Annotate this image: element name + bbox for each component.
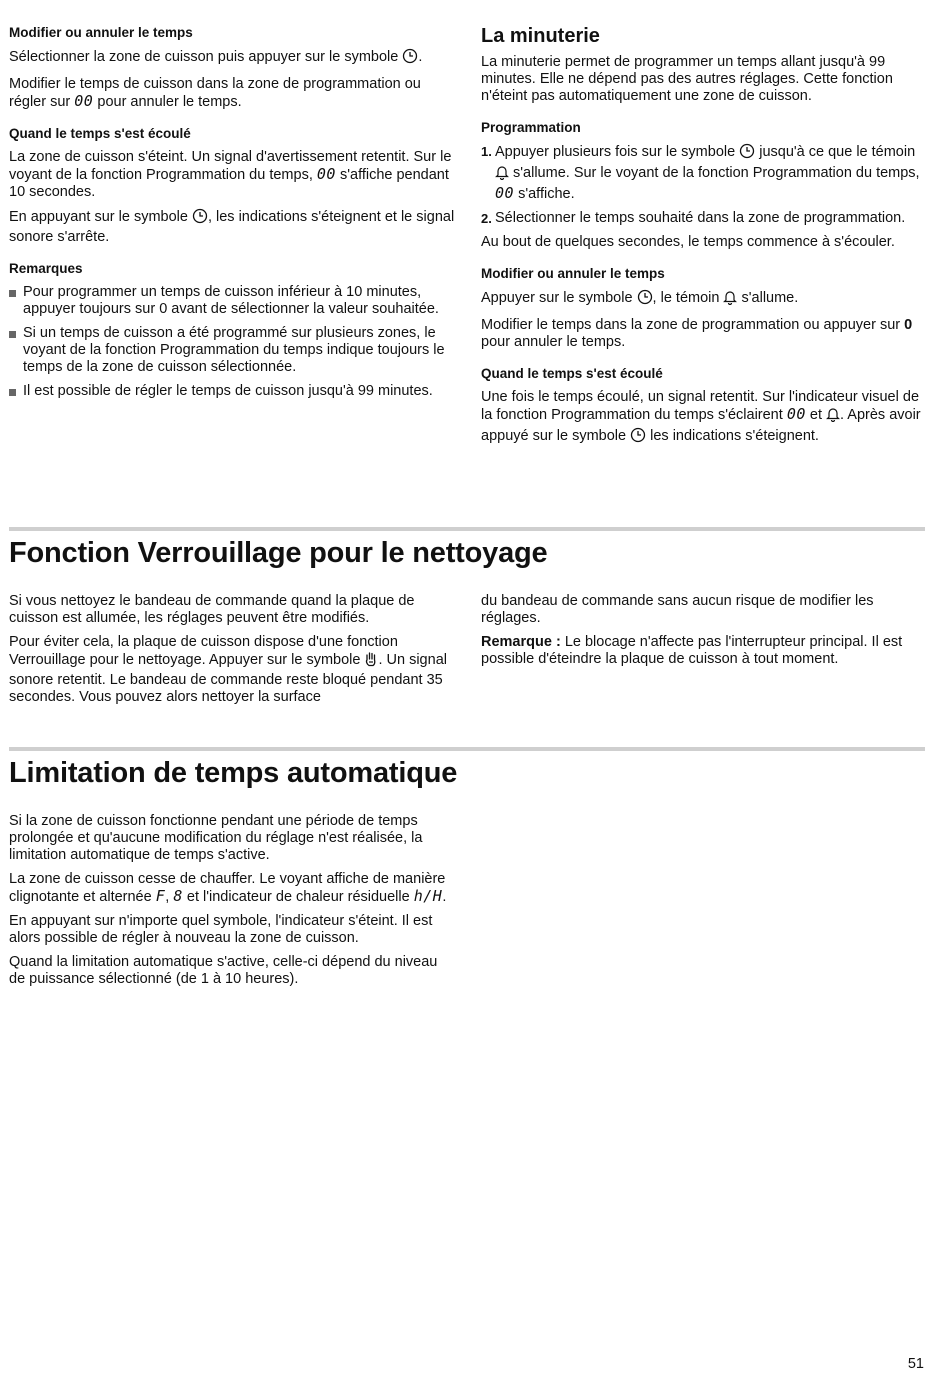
bell-icon bbox=[826, 406, 840, 427]
paragraph bbox=[9, 76, 457, 111]
text: s'affiche pendant 10 secondes. bbox=[9, 167, 449, 200]
text: La zone de cuisson cesse de chauffer. Le voyant affiche de manière clignotante et alternée bbox=[9, 871, 446, 905]
segment-display: F bbox=[155, 887, 166, 905]
text: , les indications s'éteignent et le signal sonore s'arrête. bbox=[9, 209, 455, 245]
text: jusqu'à ce que le témoin bbox=[759, 144, 916, 160]
text: . bbox=[418, 49, 423, 65]
steps-list bbox=[481, 143, 926, 227]
segment-display: 00 bbox=[74, 92, 94, 110]
paragraph bbox=[9, 871, 457, 906]
clock-icon bbox=[402, 48, 418, 69]
hand-lock-icon bbox=[364, 651, 378, 672]
right-column-top bbox=[481, 24, 926, 455]
paragraph bbox=[481, 317, 926, 351]
clock-icon bbox=[637, 289, 653, 310]
remarques-list bbox=[9, 284, 457, 400]
heading-remarques: Remarques bbox=[9, 261, 83, 276]
clock-icon bbox=[192, 208, 208, 229]
segment-display: 00 bbox=[316, 165, 336, 183]
list-item bbox=[9, 325, 457, 376]
text: Une fois le temps écoulé, un signal retentit. Sur l'indicateur visuel de la fonction Programmation du temps s'éclairent bbox=[481, 389, 920, 423]
bell-icon bbox=[723, 289, 737, 310]
list-item bbox=[9, 284, 457, 318]
paragraph bbox=[9, 48, 457, 69]
text: Si un temps de cuisson a été programmé sur plusieurs zones, le voyant de la fonction Programmation du temps indique toujours le temps de la zone de cuisson sélectionnée. bbox=[23, 325, 445, 375]
segment-display: 8 bbox=[173, 887, 183, 905]
section-title-verrouillage: Fonction Verrouillage pour le nettoyage bbox=[9, 537, 548, 569]
text: Appuyer plusieurs fois sur le symbole bbox=[495, 144, 736, 160]
text: s'allume. Sur le voyant de la fonction Programmation du temps, bbox=[513, 165, 920, 181]
remarque-label: Remarque : bbox=[481, 634, 561, 650]
text: Pour éviter cela, la plaque de cuisson dispose d'une fonction Verrouillage pour le nettoyage. Appuyer sur le symbole bbox=[9, 634, 398, 668]
list-item bbox=[481, 143, 926, 203]
text: En appuyant sur le symbole bbox=[9, 209, 188, 225]
text: pour annuler le temps. bbox=[97, 94, 242, 110]
text: Appuyer sur le symbole bbox=[481, 290, 633, 306]
heading-ecoule-left: Quand le temps s'est écoulé bbox=[9, 126, 191, 141]
text: Il est possible de régler le temps de cuisson jusqu'à 99 minutes. bbox=[23, 383, 433, 399]
heading-minuterie: La minuterie bbox=[481, 25, 600, 47]
text: Pour programmer un temps de cuisson inférieur à 10 minutes, appuyer toujours sur 0 avant de sélectionner la valeur souhaitée. bbox=[23, 284, 439, 317]
paragraph: Quand la limitation automatique s'active, celle-ci dépend du niveau de puissance sélectionné (de 1 à 10 heures). bbox=[9, 954, 438, 987]
heading-modifier-right: Modifier ou annuler le temps bbox=[481, 266, 665, 281]
paragraph bbox=[481, 389, 926, 448]
segment-display: 00 bbox=[786, 405, 806, 423]
step-number: 2. bbox=[481, 211, 492, 226]
heading-modifier-left: Modifier ou annuler le temps bbox=[9, 25, 193, 40]
text: . Après avoir appuyé sur le symbole bbox=[481, 407, 921, 444]
text: et l'indicateur de chaleur résiduelle bbox=[186, 889, 410, 905]
paragraph bbox=[9, 208, 457, 246]
segment-display: 00 bbox=[495, 184, 515, 202]
list-item bbox=[9, 383, 457, 400]
list-item bbox=[481, 210, 926, 227]
bold-text: 0 bbox=[904, 317, 913, 333]
paragraph bbox=[9, 634, 457, 706]
text: Modifier le temps dans la zone de programmation ou appuyer sur bbox=[481, 317, 901, 333]
heading-ecoule-right: Quand le temps s'est écoulé bbox=[481, 366, 663, 381]
text: , le témoin bbox=[652, 290, 720, 306]
text: Le blocage n'affecte pas l'interrupteur principal. Il est possible d'éteindre la plaque de cuisson à tout moment. bbox=[481, 634, 903, 667]
paragraph bbox=[9, 149, 457, 201]
verrouillage-left bbox=[9, 593, 457, 713]
text: pour annuler le temps. bbox=[481, 334, 626, 350]
section-divider bbox=[9, 747, 925, 751]
text: et bbox=[809, 407, 822, 423]
bullet-square bbox=[9, 389, 16, 396]
step-number: 1. bbox=[481, 144, 492, 159]
bullet-square bbox=[9, 290, 16, 297]
paragraph: Si vous nettoyez le bandeau de commande quand la plaque de cuisson est allumée, les réglages peuvent être modifiés. bbox=[9, 593, 415, 626]
section-divider bbox=[9, 527, 925, 531]
left-column-top bbox=[9, 24, 457, 407]
text: . Un signal sonore retentit. Le bandeau de commande reste bloqué pendant 35 secondes. Vous pouvez alors nettoyer la surface bbox=[9, 652, 447, 705]
verrouillage-right bbox=[481, 593, 926, 675]
heading-programmation: Programmation bbox=[481, 120, 581, 135]
paragraph: Au bout de quelques secondes, le temps commence à s'écouler. bbox=[481, 234, 895, 250]
clock-icon bbox=[630, 427, 646, 448]
paragraph: du bandeau de commande sans aucun risque de modifier les réglages. bbox=[481, 593, 874, 626]
text: Sélectionner la zone de cuisson puis appuyer sur le symbole bbox=[9, 49, 399, 65]
bullet-square bbox=[9, 331, 16, 338]
paragraph bbox=[481, 289, 926, 310]
text: . bbox=[442, 889, 447, 905]
paragraph: En appuyant sur n'importe quel symbole, l'indicateur s'éteint. Il est alors possible de régler à nouveau la zone de cuisson. bbox=[9, 913, 433, 946]
text: , bbox=[165, 889, 170, 905]
bell-icon bbox=[495, 164, 509, 185]
text: s'affiche. bbox=[518, 186, 575, 202]
paragraph: La minuterie permet de programmer un temps allant jusqu'à 99 minutes. Elle ne dépend pas des autres réglages. Cette fonction n'éteint pas automatiquement une zone de cuisson. bbox=[481, 54, 893, 104]
paragraph bbox=[481, 634, 926, 668]
paragraph: Si la zone de cuisson fonctionne pendant une période de temps prolongée et qu'aucune modification du réglage n'est réalisée, la limitation automatique de temps s'active. bbox=[9, 813, 423, 863]
text: Sélectionner le temps souhaité dans la zone de programmation. bbox=[495, 210, 906, 226]
section-title-limitation: Limitation de temps automatique bbox=[9, 757, 458, 789]
segment-display: h/H bbox=[413, 887, 443, 905]
text: Modifier le temps de cuisson dans la zone de programmation ou régler sur bbox=[9, 76, 421, 110]
limitation-column bbox=[9, 813, 457, 995]
text: La zone de cuisson s'éteint. Un signal d'avertissement retentit. Sur le voyant de la fonction Programmation du temps, bbox=[9, 149, 452, 183]
clock-icon bbox=[739, 143, 755, 164]
page-number: 51 bbox=[907, 1356, 924, 1372]
text: les indications s'éteignent. bbox=[650, 428, 819, 444]
text: s'allume. bbox=[741, 290, 799, 306]
